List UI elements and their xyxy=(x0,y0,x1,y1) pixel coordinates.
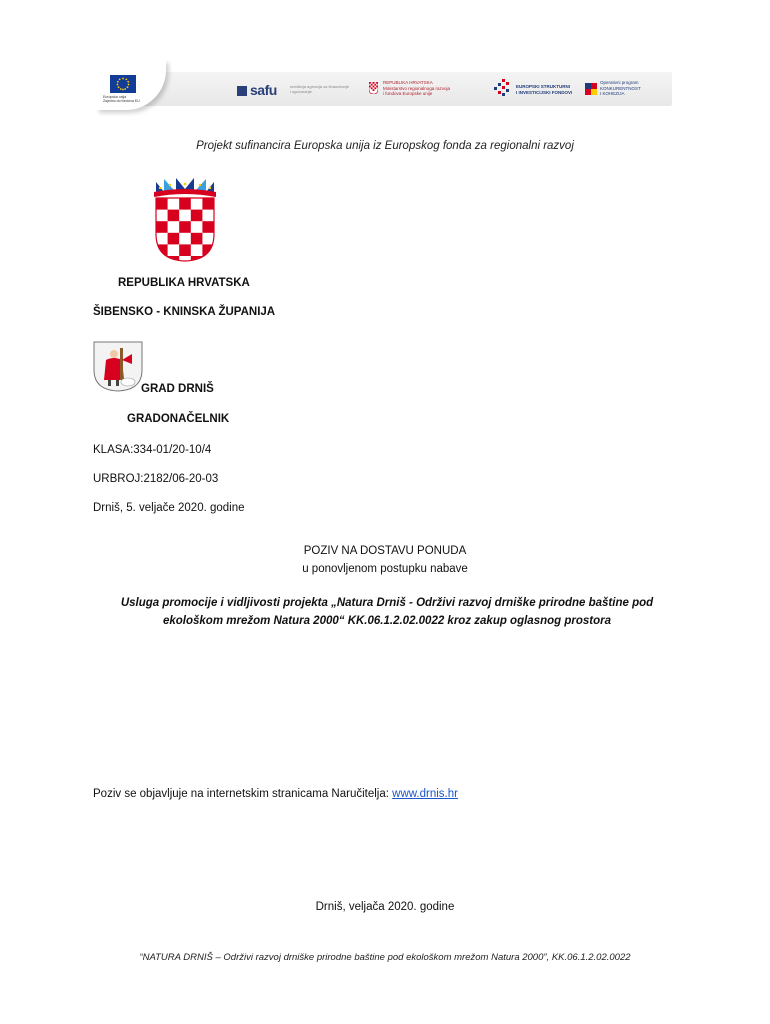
safu-logo xyxy=(237,82,277,98)
office-title: GRADONAČELNIK xyxy=(127,413,230,425)
city-name: GRAD DRNIŠ xyxy=(141,383,214,395)
shield-check xyxy=(202,198,214,210)
document-date: Drniš, 5. veljače 2020. godine xyxy=(93,502,245,514)
call-title: POZIV NA DOSTAVU PONUDA xyxy=(303,545,467,557)
shield-check xyxy=(156,221,168,233)
safu-name: safu xyxy=(250,82,277,98)
publication-line xyxy=(93,788,458,800)
country-name: REPUBLIKA HRVATSKA xyxy=(118,277,250,289)
cofinance-note: Projekt sufinancira Europska unija iz Europskog fonda za regionalni razvoj xyxy=(196,140,574,152)
shield-check xyxy=(179,244,191,256)
call-subtitle: u ponovljenom postupku nabave xyxy=(302,563,468,575)
shield-check xyxy=(202,221,214,233)
eu-flag-icon xyxy=(110,75,136,93)
shield-check xyxy=(191,210,203,222)
procurement-subject: Usluga promocije i vidljivosti projekta „Natura Drniš - Održivi razvoj drniške prirodne baštine pod ekološkom mrežom Natura 2000“ KK.06.1.2.02.0022 kroz zakup oglasnog prostora xyxy=(120,597,654,627)
shield-check xyxy=(191,233,203,245)
urbroj-number: URBROJ:2182/06-20-03 xyxy=(93,473,219,485)
shield-check xyxy=(179,198,191,210)
publication-text: Poziv se objavljuje na internetskim stranicama Naručitelja: xyxy=(93,788,393,800)
shield-check xyxy=(168,210,180,222)
shield-check xyxy=(156,198,168,210)
klasa-number: KLASA:334-01/20-10/4 xyxy=(93,444,212,456)
esi-funds-icon xyxy=(492,77,514,99)
croatian-shield-small-icon xyxy=(369,81,378,93)
safu-mark-icon xyxy=(237,86,247,96)
operational-program-text: Operativni program KONKURENTNOST I KOHEZIJA xyxy=(600,80,641,96)
croatia-coat-of-arms-icon xyxy=(150,178,220,262)
county-name: ŠIBENSKO - KNINSKA ŽUPANIJA xyxy=(93,306,276,318)
page-footer: “NATURA DRNIŠ – Održivi razvoj drniške prirodne baštine pod ekološkom mrežom Natura 2000”, KK.06.1.2.02.0022 xyxy=(139,952,631,963)
website-link[interactable]: www.drnis.hr xyxy=(392,788,458,800)
closing-date: Drniš, veljača 2020. godine xyxy=(315,901,455,913)
shield-check xyxy=(179,221,191,233)
safu-tagline: središnja agencija za financiranje i ugovaranje xyxy=(290,84,349,94)
esi-funds-text: EUROPSKI STRUKTURNI I INVESTICIJSKI FONDOVI xyxy=(516,84,573,95)
eu-caption: Europska unija Zajedno do fondova EU xyxy=(103,95,140,103)
drnis-city-crest-icon xyxy=(92,340,144,392)
operational-program-icon xyxy=(585,82,597,94)
ministry-text: REPUBLIKA HRVATSKA Ministarstvo regionalnoga razvoja i fondova Europske unije xyxy=(383,80,451,96)
shield-check xyxy=(168,233,180,245)
